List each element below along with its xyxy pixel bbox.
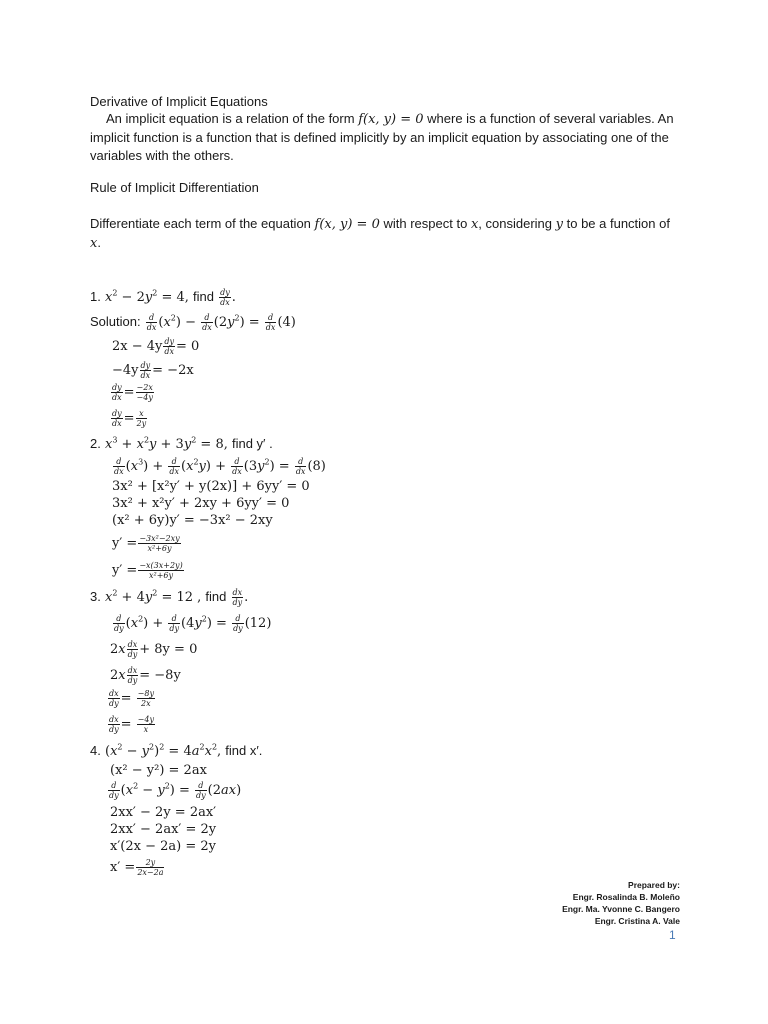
p3-step5-num: −4y [137,715,154,724]
p1-step1-left: 2x − 4y [112,339,163,354]
problem-2-number: 2. [90,436,101,451]
p2-step5-den: x²+6y [147,544,172,553]
rule-equation: f(x, y) = 0 [314,217,380,232]
p1-step4-eq: = [123,411,135,426]
problem-3-number: 3. [90,589,101,604]
problem-3-step-5: $\frac{dx}{dy}$ = $\frac{-4y}{x}$ [109,715,154,734]
problem-4-step-4: 2xx′ − 2ax′ = 2y [110,822,217,837]
problem-3-statement: 3. $x^2 + 4y^2 = 12$ , find $\frac{dx}{dy}$ . [90,588,249,607]
p1-step2-left: −4y [112,363,139,378]
intro-paragraph [90,110,675,165]
p1-step3-eq: = [123,385,135,400]
p4-step6-left: x′ = [110,860,136,875]
solution-label: Solution: [90,314,141,329]
problem-1-step-4: $\frac{dy}{dx}$ = $\frac{x}{2y}$ [112,409,147,428]
problem-4-step-1: (x² − y²) = 2ax [110,763,207,778]
p3-step3-right: = −8y [139,668,181,683]
problem-4-number: 4. [90,743,101,758]
intro-equation: f(x, y) = 0 [358,112,424,127]
problem-2-find: find y′ . [231,436,273,451]
p4-step6-num: 2y [136,858,164,868]
problem-4-find: find x′. [225,743,263,758]
p1-step2-right: = −2x [152,363,194,378]
rule-text-b: with respect to [383,216,468,231]
problem-3-step-3: 2x $\frac{dx}{dy}$ = −8y [110,666,181,685]
section-title: Derivative of Implicit Equations [90,94,268,109]
problem-4-step-6 [110,858,165,877]
problem-1-step-3: $\frac{dy}{dx}$ = $\frac{-2x}{-4y}$ [112,383,153,402]
rule-var-y: y [555,217,563,232]
p1-step4-num: x [136,409,148,419]
p2-step6-num: −x(3x+2y) [139,561,183,570]
problem-3-step-2: 2x $\frac{dx}{dy}$ + 8y = 0 [110,640,198,659]
problem-2-step-6 [112,561,185,580]
problem-1-statement: 1. $x^2 - 2y^2 = 4$, find $\frac{dy}{dx}$ . [90,288,236,307]
problem-2-step-3: 3x² + x²y′ + 2xy + 6yy′ = 0 [112,496,290,511]
problem-1-step-1: 2x − 4y $\frac{dy}{dx}$ = 0 [112,337,200,356]
problem-3-step-4: $\frac{dx}{dy}$ = $\frac{-8y}{2x}$ [109,689,154,708]
rule-var-x2: x [90,236,98,251]
p3-step4-num: −8y [137,689,154,698]
problem-4-step-2: $\frac{d}{dy}$ $(x^2 - y^2)$ = $\frac{d}{dy}$ (2ax) [109,781,242,800]
problem-1-number: 1. [90,289,101,304]
rule-text-d: to be a function of [566,216,670,231]
p3-step2-right: + 8y = 0 [139,642,198,657]
problem-4-statement: 4. $(x^2 - y^2)^2 = 4a^2x^2$, find x′. [90,742,263,759]
rule-heading: Rule of Implicit Differentiation [90,180,259,195]
problem-2-step-4: (x² + 6y)y′ = −3x² − 2xy [112,513,273,528]
p1-step4-den: 2y [136,419,147,428]
rule-end: . [97,235,101,250]
author-2: Engr. Ma. Yvonne C. Bangero [562,904,680,914]
p4-step6-den: 2x−2a [137,868,164,877]
problem-2-step-2: 3x² + [x²y′ + y(2x)] + 6yy′ = 0 [112,479,310,494]
problem-3-step-1: $\frac{d}{dy}$ $(x^2)$ + $\frac{d}{dy}$ $(4y^2)$ = $\frac{d}{dy}$ (12) [114,614,272,633]
intro-text-a: An implicit equation is a relation of the form [106,111,355,126]
problem-1-find: find [193,289,214,304]
p3-step4-den: 2x [141,699,151,708]
problem-3-find: find [205,589,227,604]
p2-step5-num: −3x²−2xy [139,534,180,543]
prepared-by-label: Prepared by: [628,880,680,890]
rule-text-c: , considering [478,216,552,231]
author-3: Engr. Cristina A. Vale [594,916,680,926]
problem-2-statement: 2. $x^3 + x^2y + 3y^2 = 8$, find y′ . [90,435,273,452]
problem-2-step-5 [112,534,182,553]
problem-4-step-5: x′(2x − 2a) = 2y [110,839,216,854]
p2-step6-left: y′ = [112,563,138,578]
p1-step3-den: −4y [136,393,153,402]
author-1: Engr. Rosalinda B. Moleño [572,892,680,902]
rule-paragraph [90,215,675,253]
problem-4-step-3: 2xx′ − 2y = 2ax′ [110,805,217,820]
problem-1-step-2: −4y $\frac{dy}{dx}$ = −2x [112,361,194,380]
page-number: 1 [669,928,676,942]
p3-step5-den: x [143,725,149,734]
problem-2-step-1: $\frac{d}{dx}$ $(x^3)$ + $\frac{d}{dx}$ $(x^2y)$ + $\frac{d}{dx}$ $(3y^2)$ = $\frac{d}{dx}$ (8) [114,457,326,476]
rule-text-a: Differentiate each term of the equation [90,216,311,231]
rule-var-x: x [470,217,479,232]
intro-text-b: where is a function of several variables. An implicit function is a function that is defined implicitly by an implicit equation by associating one of the variables with the others. [90,111,674,163]
p1-step1-right: = 0 [176,339,200,354]
p2-step6-den: x²+6y [149,571,174,580]
problem-1-solution-line: Solution: $\frac{d}{dx}$ $(x^2)$ − $\frac{d}{dx}$ $(2y^2)$ = $\frac{d}{dx}$ (4) [90,313,296,332]
p2-step5-left: y′ = [112,536,138,551]
p1-step3-num: −2x [136,383,153,392]
